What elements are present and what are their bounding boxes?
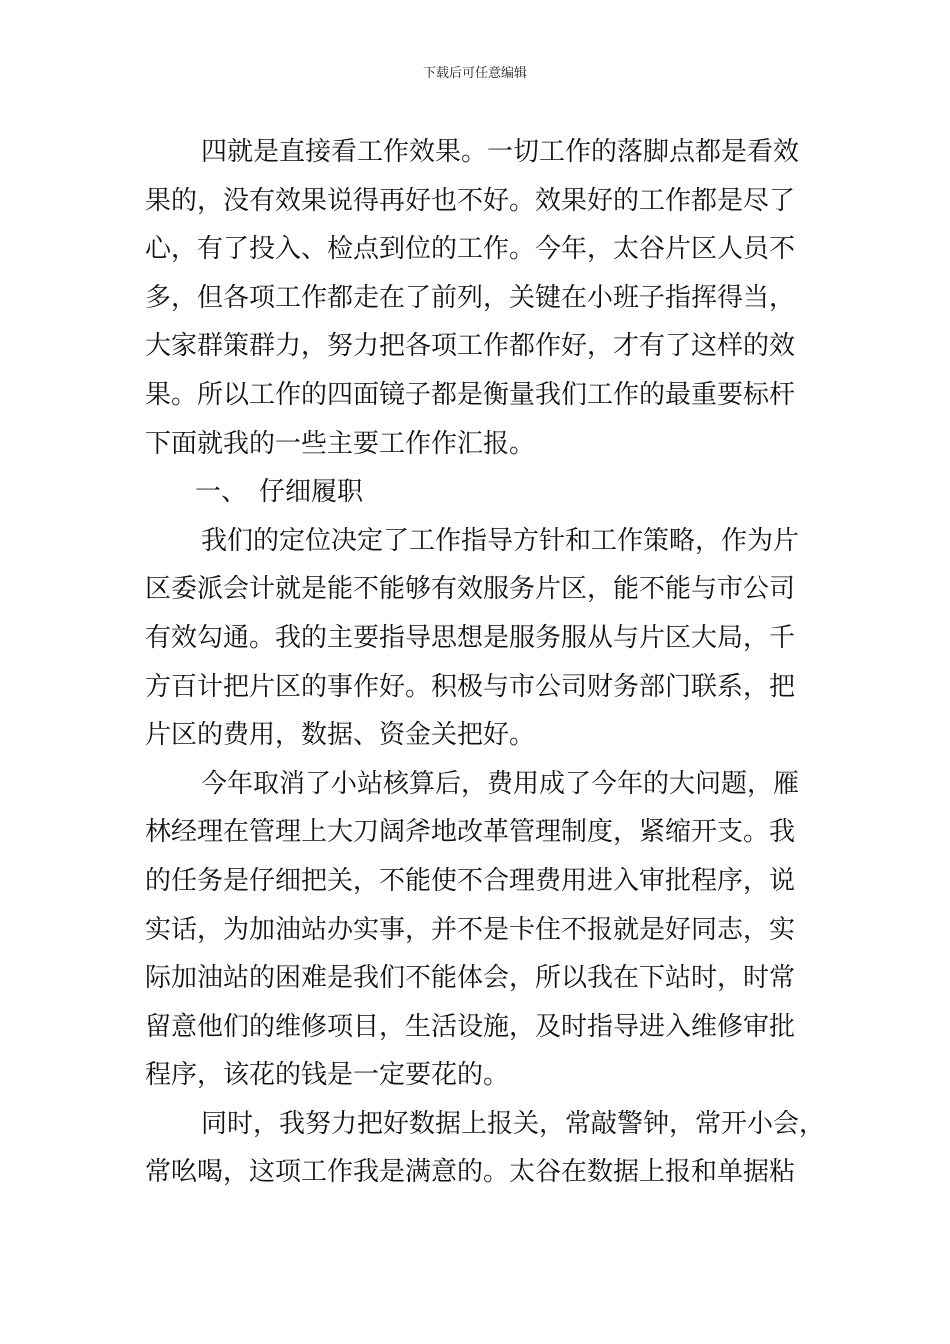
section-heading <box>145 468 815 517</box>
text-line: 的任务是仔细把关，不能使不合理费用进入审批程序，说 <box>145 865 796 896</box>
text-line: 常吆喝，这项工作我是满意的。太谷在数据上报和单据粘 <box>145 1157 796 1188</box>
text-line: 片区的费用，数据、资金关把好。 <box>145 720 536 751</box>
document-body <box>145 128 826 1197</box>
text-line: 有效勾通。我的主要指导思想是服务服从与片区大局，千 <box>145 622 796 653</box>
text-line: 程序，该花的钱是一定要花的。 <box>145 1060 510 1091</box>
text-line: 区委派会计就是能不能够有效服务片区，能不能与市公司 <box>145 574 796 605</box>
text-line: 果的，没有效果说得再好也不好。效果好的工作都是尽了 <box>145 185 796 216</box>
text-line: 多，但各项工作都走在了前列，关键在小班子指挥得当， <box>145 282 796 313</box>
text-line: 林经理在管理上大刀阔斧地改革管理制度，紧缩开支。我 <box>145 817 796 848</box>
page-header-note: 下载后可任意编辑 <box>422 66 527 81</box>
section-heading-text: 仔细履职 <box>259 477 364 508</box>
text-line: 方百计把片区的事作好。积极与市公司财务部门联系，把 <box>145 671 796 702</box>
text-line: 留意他们的维修项目，生活设施，及时指导进入维修审批 <box>145 1011 796 1042</box>
paragraph-positioning <box>145 517 815 760</box>
text-line: 大家群策群力，努力把各项工作都作好，才有了这样的效 <box>145 331 796 362</box>
text-line: 四就是直接看工作效果。一切工作的落脚点都是看效 <box>201 137 800 167</box>
paragraph-work-effect <box>145 128 815 468</box>
section-heading-line <box>145 468 815 517</box>
text-line: 果。所以工作的四面镜子都是衡量我们工作的最重要标杆 <box>145 379 796 410</box>
text-line: 下面就我的一些主要工作作汇报。 <box>145 428 536 459</box>
text-line: 实话，为加油站办实事，并不是卡住不报就是好同志，实 <box>145 914 796 945</box>
text-line: 今年取消了小站核算后，费用成了今年的大问题，雁 <box>201 768 800 799</box>
paragraph-data-reporting <box>145 1100 826 1197</box>
section-heading-number: 一、 <box>195 477 248 508</box>
text-line: 我们的定位决定了工作指导方针和工作策略，作为片 <box>201 525 800 556</box>
text-line: 心，有了投入、检点到位的工作。今年，太谷片区人员不 <box>145 234 796 265</box>
text-line: 同时，我努力把好数据上报关，常敲警钟，常开小会， <box>201 1108 826 1139</box>
text-line: 际加油站的困难是我们不能体会，所以我在下站时，时常 <box>145 963 796 994</box>
paragraph-expenses <box>145 760 815 1100</box>
